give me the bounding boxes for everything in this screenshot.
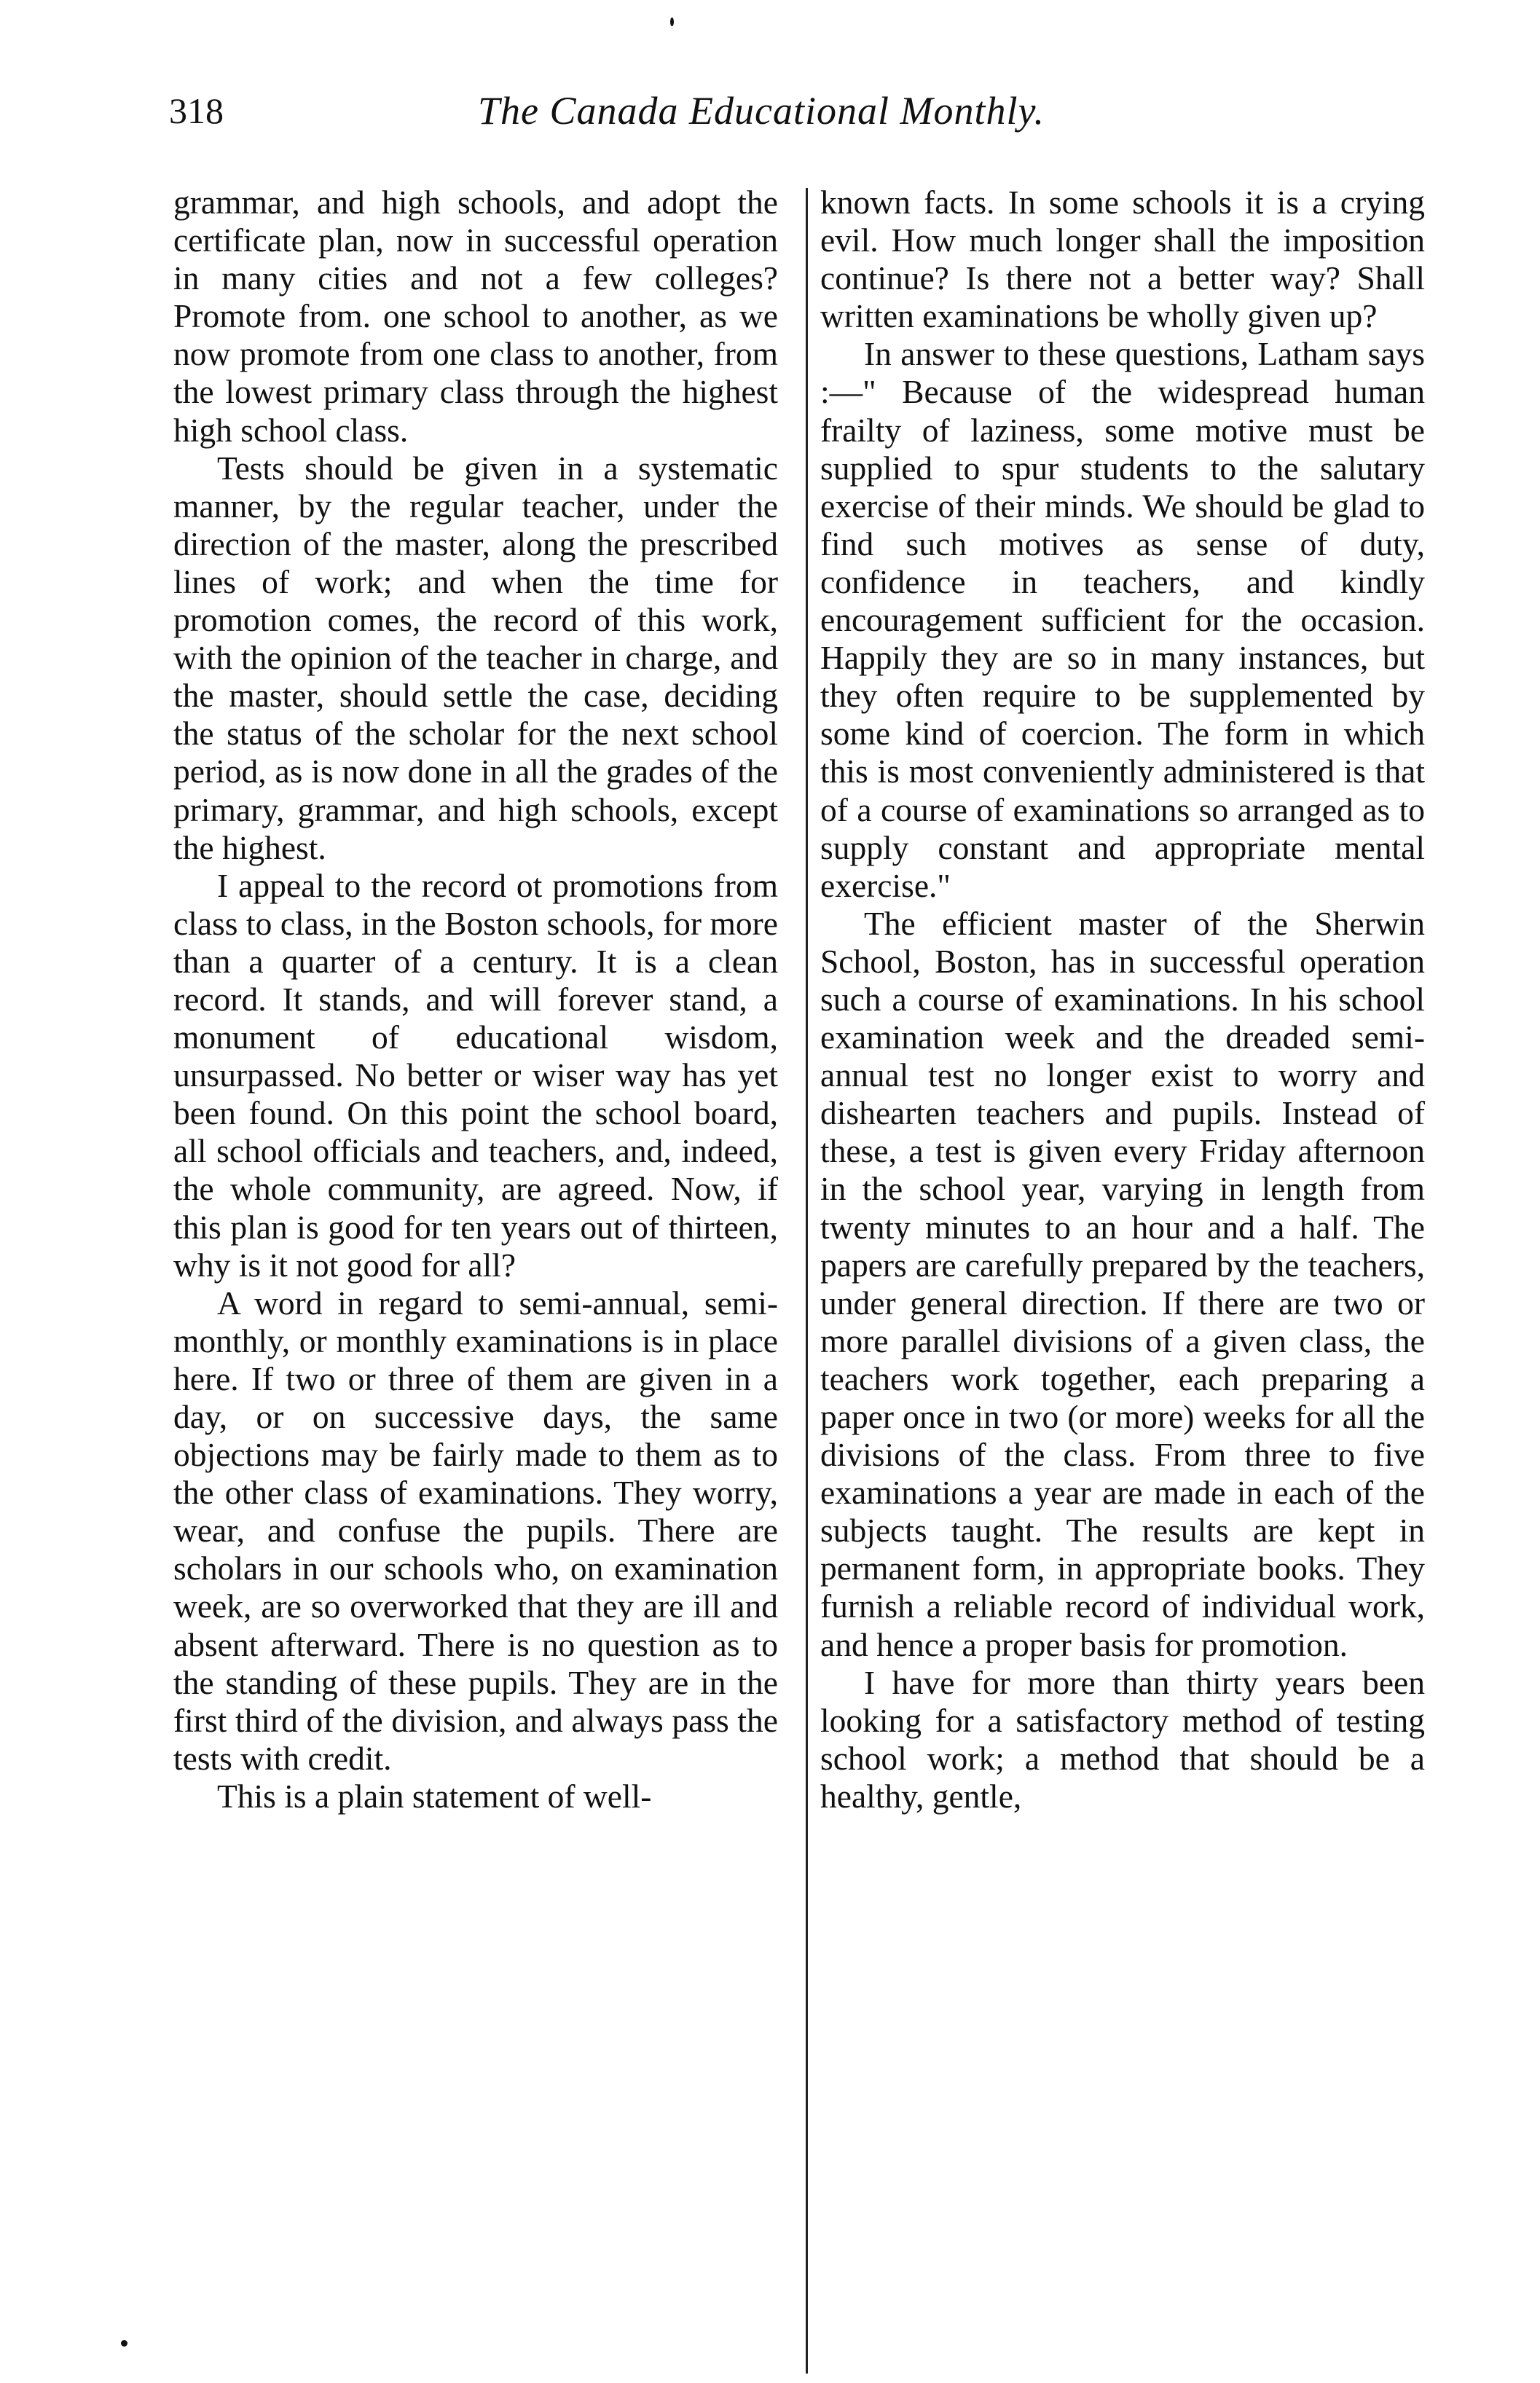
paragraph: I appeal to the record ot promotions from class to class, in the Boston schools, for more than a quarter of a century. It is a clean record. It stands, and will forever stand, a monument of educational wisdom, unsurpassed. No better or wiser way has yet been found. On this point the school board, all school officials and teachers, and, indeed, the whole community, are agreed. Now, if this plan is good for ten years out of thirteen, why is it not good for all?: [173, 866, 778, 1284]
column-divider: [806, 188, 808, 2374]
paragraph: In answer to these questions, Latham says :—" Because of the widespread human frailty of laziness, some motive must be supplied to spur students to the salutary exercise of their minds. We should be glad to find such motives as sense of duty, confidence in teachers, and kindly encouragement sufficient for the occasion. Happily they are so in many instances, but they often require to be supplemented by some kind of coercion. The form in which this is most conveniently administered is that of a course of examinations so arranged as to supply constant and appropriate mental exercise.": [820, 335, 1425, 904]
print-speck: [670, 17, 674, 26]
paragraph: The efficient master of the Sherwin School, Boston, has in successful operation such a course of examinations. In his school examination week and the dreaded semi-annual test no longer exist to worry and dishearten teachers and pupils. Instead of these, a test is given every Friday afternoon in the school year, varying in length from twenty minutes to an hour and a half. The papers are carefully prepared by the teachers, under general direction. If there are two or more parallel divisions of a given class, the teachers work together, each preparing a paper once in two (or more) weeks for all the divisions of the class. From three to five examinations a year are made in each of the subjects taught. The results are kept in permanent form, in appropriate books. They furnish a reliable record of individual work, and hence a proper basis for promotion.: [820, 904, 1425, 1663]
page-header: [169, 89, 1431, 147]
page-number: 318: [169, 90, 224, 131]
paragraph: A word in regard to semi-annual, semi-monthly, or monthly examinations is in place here. If two or three of them are given in a day, or on successive days, the same objections may be fairly made to them as to the other class of examinations. They worry, wear, and confuse the pupils. There are scholars in our schools who, on examination week, are so overworked that they are ill and absent afterward. There is no question as to the standing of these pupils. They are in the first third of the division, and always pass the tests with credit.: [173, 1284, 778, 1777]
left-column: [173, 184, 778, 1815]
right-column: [820, 184, 1425, 1815]
paragraph: Tests should be given in a systematic manner, by the regular teacher, under the direction of the master, along the prescribed lines of work; and when the time for promotion comes, the record of this work, with the opinion of the teacher in charge, and the master, should settle the case, deciding the status of the scholar for the next school period, as is now done in all the grades of the primary, grammar, and high schools, except the highest.: [173, 449, 778, 866]
paragraph: I have for more than thirty years been looking for a satisfactory method of testing school work; a method that should be a healthy, gentle,: [820, 1663, 1425, 1815]
paragraph: known facts. In some schools it is a crying evil. How much longer shall the imposition continue? Is there not a better way? Shall written examinations be wholly given up?: [820, 184, 1425, 335]
paragraph: This is a plain statement of well-: [217, 1777, 652, 1815]
paragraph: grammar, and high schools, and adopt the certificate plan, now in successful operation in many cities and not a few colleges? Promote from. one school to another, as we now promote from one class to another, from the lowest primary class through the highest high school class.: [173, 184, 778, 449]
running-title: The Canada Educational Monthly.: [478, 89, 1045, 133]
print-speck: [121, 2340, 127, 2347]
